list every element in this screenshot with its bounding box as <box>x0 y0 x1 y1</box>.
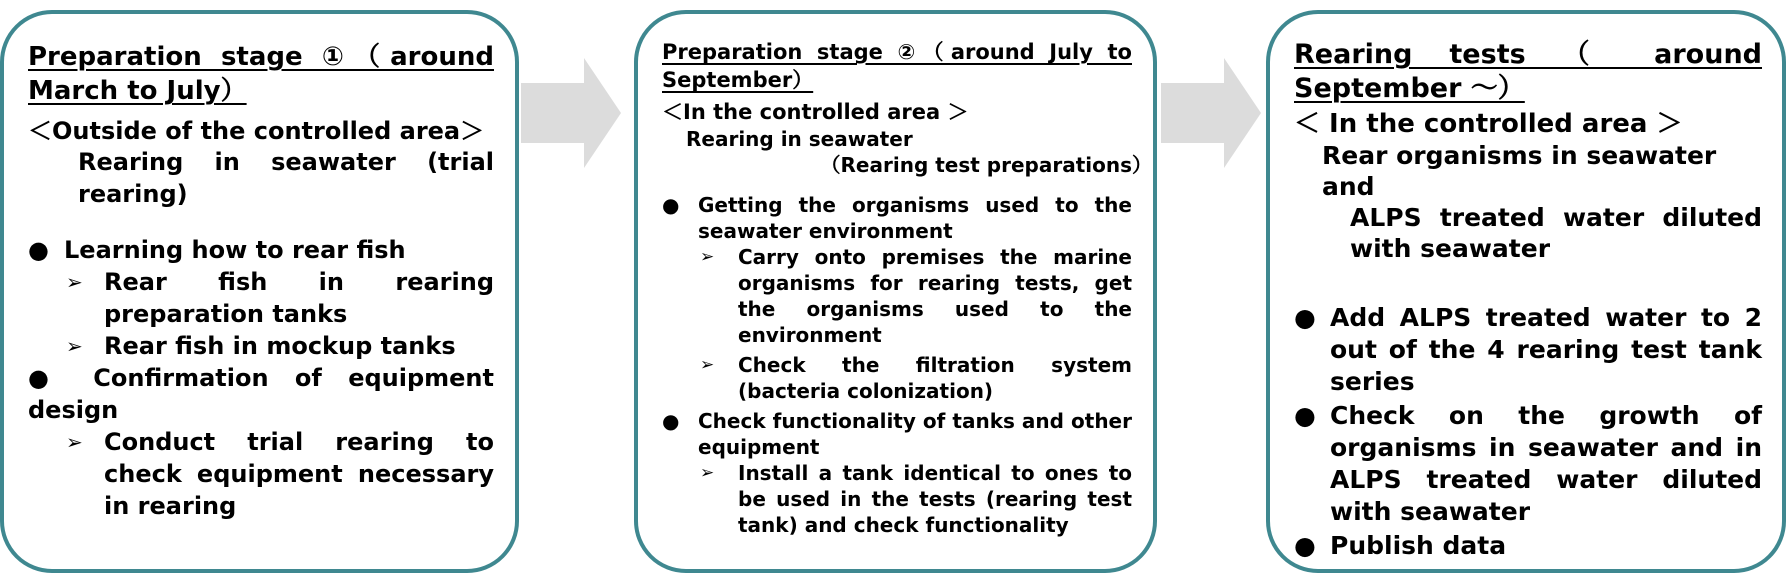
bullet-icon: ● <box>28 364 67 392</box>
stage1-sub-1-1-text: Rear fish in rearing preparation tanks <box>104 268 494 328</box>
arrow-bullet-icon: ➢ <box>700 247 715 267</box>
stage1-panel <box>0 10 519 573</box>
stage3-description-line-1: Rear organisms in seawater and <box>1322 141 1717 201</box>
stage2-sub-1-1-text: Carry onto premises the marine organisms for rearing tests, get the organisms used to the environment <box>738 245 1132 347</box>
stage1-sub-2-1-text: Conduct trial rearing to check equipment necessary in rearing <box>104 428 494 520</box>
stage2-sub-1-2 <box>662 352 1132 404</box>
stage1-content <box>28 40 494 522</box>
stage1-bullet-1-text: Learning how to rear fish <box>64 236 406 264</box>
stage2-bullet-1-text: Getting the organisms used to the seawater environment <box>698 193 1132 243</box>
arrow-shape <box>1161 58 1261 168</box>
stage2-sub-1-1 <box>662 244 1132 348</box>
bullet-icon: ● <box>28 236 49 264</box>
flow-arrow-2 <box>1161 58 1261 168</box>
stage1-title: Preparation stage ①（around March to July） <box>28 42 494 106</box>
stage3-description-line-2: ALPS treated water diluted with seawater <box>1350 203 1762 263</box>
stage2-sub-1-2-text: Check the filtration system (bacteria colonization) <box>738 353 1132 403</box>
stage1-bullet-2-text: Confirmation of equipment design <box>28 364 494 424</box>
stage2-sub-2-1 <box>662 460 1132 538</box>
stage3-panel <box>1266 10 1786 573</box>
stage1-area-label: ＜Outside of the controlled area＞ <box>28 117 485 145</box>
bullet-icon: ● <box>1294 531 1316 560</box>
bullet-icon: ● <box>662 409 680 433</box>
bullet-icon: ● <box>1294 401 1316 430</box>
stage1-sub-1-2-text: Rear fish in mockup tanks <box>104 332 456 360</box>
stage2-bullet-2-text: Check functionality of tanks and other equipment <box>698 409 1132 459</box>
stage1-bullet-1 <box>28 234 494 266</box>
stage3-title: Rearing tests （ around September ～） <box>1294 39 1762 104</box>
arrow-bullet-icon: ➢ <box>66 430 83 454</box>
stage3-bullet-3 <box>1294 530 1762 562</box>
stage2-content <box>662 38 1152 538</box>
stage3-bullet-2 <box>1294 400 1762 528</box>
stage2-description-line-2: （Rearing test preparations） <box>820 153 1152 177</box>
stage2-bullet-2 <box>662 408 1132 460</box>
stage1-sub-1-1 <box>28 266 494 330</box>
flow-arrow-1 <box>521 58 621 168</box>
stage2-description-line-1: Rearing in seawater <box>686 127 913 151</box>
arrow-shape <box>521 58 621 168</box>
stage2-panel <box>634 10 1157 573</box>
stage1-sub-1-2 <box>28 330 494 362</box>
stage3-content <box>1294 38 1762 562</box>
bullet-icon: ● <box>662 193 680 217</box>
arrow-bullet-icon: ➢ <box>700 463 715 483</box>
arrow-bullet-icon: ➢ <box>700 355 715 375</box>
stage1-sub-2-1 <box>28 426 494 522</box>
stage2-bullet-1 <box>662 192 1132 244</box>
stage3-bullet-2-text: Check on the growth of organisms in seawater and in ALPS treated water diluted with seawater <box>1330 401 1762 526</box>
stage2-area-label: ＜In the controlled area ＞ <box>662 100 969 124</box>
bullet-icon: ● <box>1294 303 1316 332</box>
stage3-bullet-1 <box>1294 302 1762 398</box>
stage1-bullet-2 <box>28 362 494 426</box>
stage3-area-label: ＜ In the controlled area ＞ <box>1294 109 1683 139</box>
stage3-bullet-3-text: Publish data <box>1330 531 1507 560</box>
stage3-bullet-1-text: Add ALPS treated water to 2 out of the 4 rearing test tank series <box>1330 303 1762 396</box>
stage2-title: Preparation stage ②（around July to September） <box>662 40 1132 92</box>
arrow-bullet-icon: ➢ <box>66 270 83 294</box>
stage1-description: Rearing in seawater (trial rearing) <box>78 148 494 208</box>
arrow-bullet-icon: ➢ <box>66 334 83 358</box>
stage2-sub-2-1-text: Install a tank identical to ones to be used in the tests (rearing test tank) and check functionality <box>738 461 1132 537</box>
